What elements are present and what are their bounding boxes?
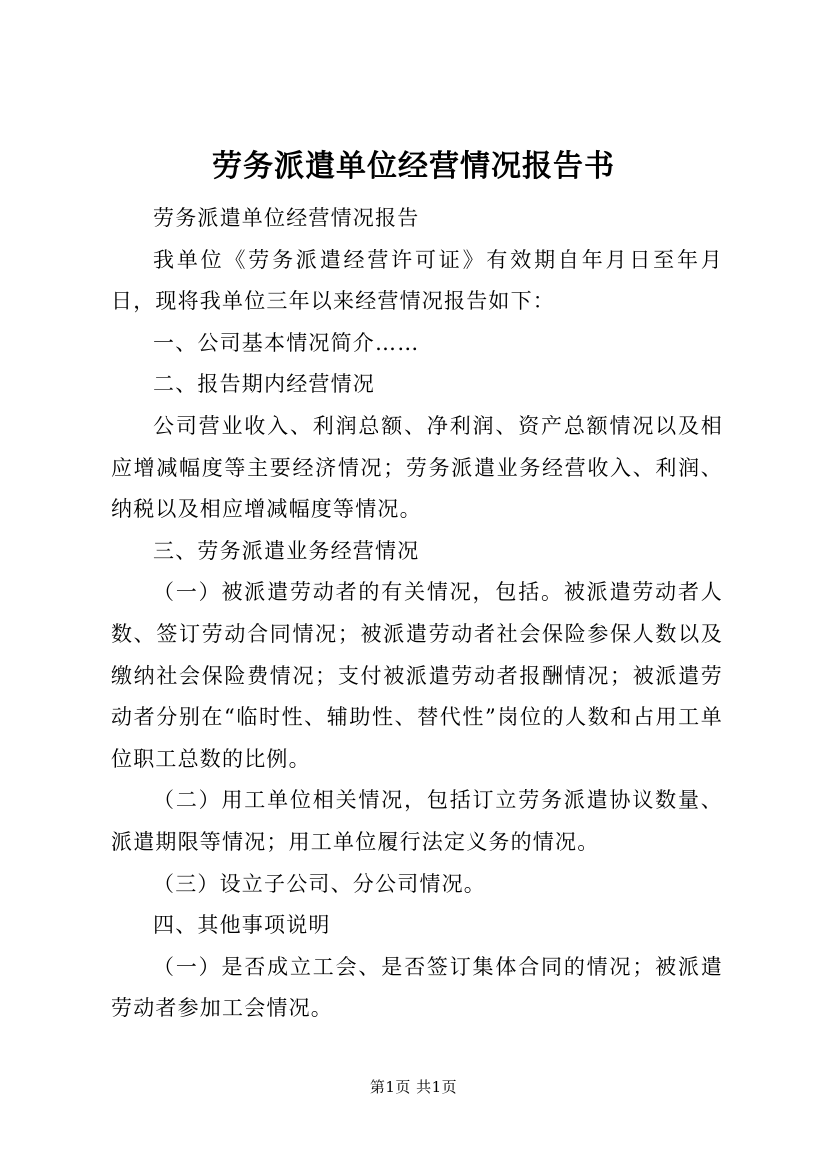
paragraph-report-heading: 劳务派遣单位经营情况报告: [153, 206, 420, 230]
paragraph-dispatched-workers: （一）被派遣劳动者的有关情况，包括。被派遣劳动者人数、签订劳动合同情况；被派遣劳动者社会保险参保人数以及缴纳社会保险费情况；支付被派遣劳动者报酬情况；被派遣劳动者分别在“临时性、辅助性、替代性”岗位的人数和占用工单位职工总数的比例。: [111, 580, 723, 771]
section-operating-status: 二、报告期内经营情况: [153, 372, 375, 397]
document-body: [111, 198, 723, 1030]
paragraph-license-intro: 我单位《劳务派遣经营许可证》有效期自年月日至年月日，现将我单位三年以来经营情况报告如下：: [111, 247, 723, 314]
section-company-overview: 一、公司基本情况简介……: [153, 330, 420, 355]
paragraph-union: （一）是否成立工会、是否签订集体合同的情况；被派遣劳动者参加工会情况。: [111, 954, 723, 1021]
paragraph-employer-units: （二）用工单位相关情况，包括订立劳务派遣协议数量、派遣期限等情况；用工单位履行法定义务的情况。: [111, 788, 723, 854]
page-footer: 第1页 共1页: [369, 1078, 458, 1096]
section-dispatch-business: 三、劳务派遣业务经营情况: [153, 538, 420, 563]
paragraph-subsidiaries: （三）设立子公司、分公司情况。: [153, 871, 486, 896]
section-other-matters: 四、其他事项说明: [153, 913, 331, 938]
paragraph-financials: 公司营业收入、利润总额、净利润、资产总额情况以及相应增减幅度等主要经济情况；劳务派遣业务经营收入、利润、纳税以及相应增减幅度等情况。: [111, 413, 723, 522]
document-title: 劳务派遣单位经营情况报告书: [212, 149, 615, 184]
